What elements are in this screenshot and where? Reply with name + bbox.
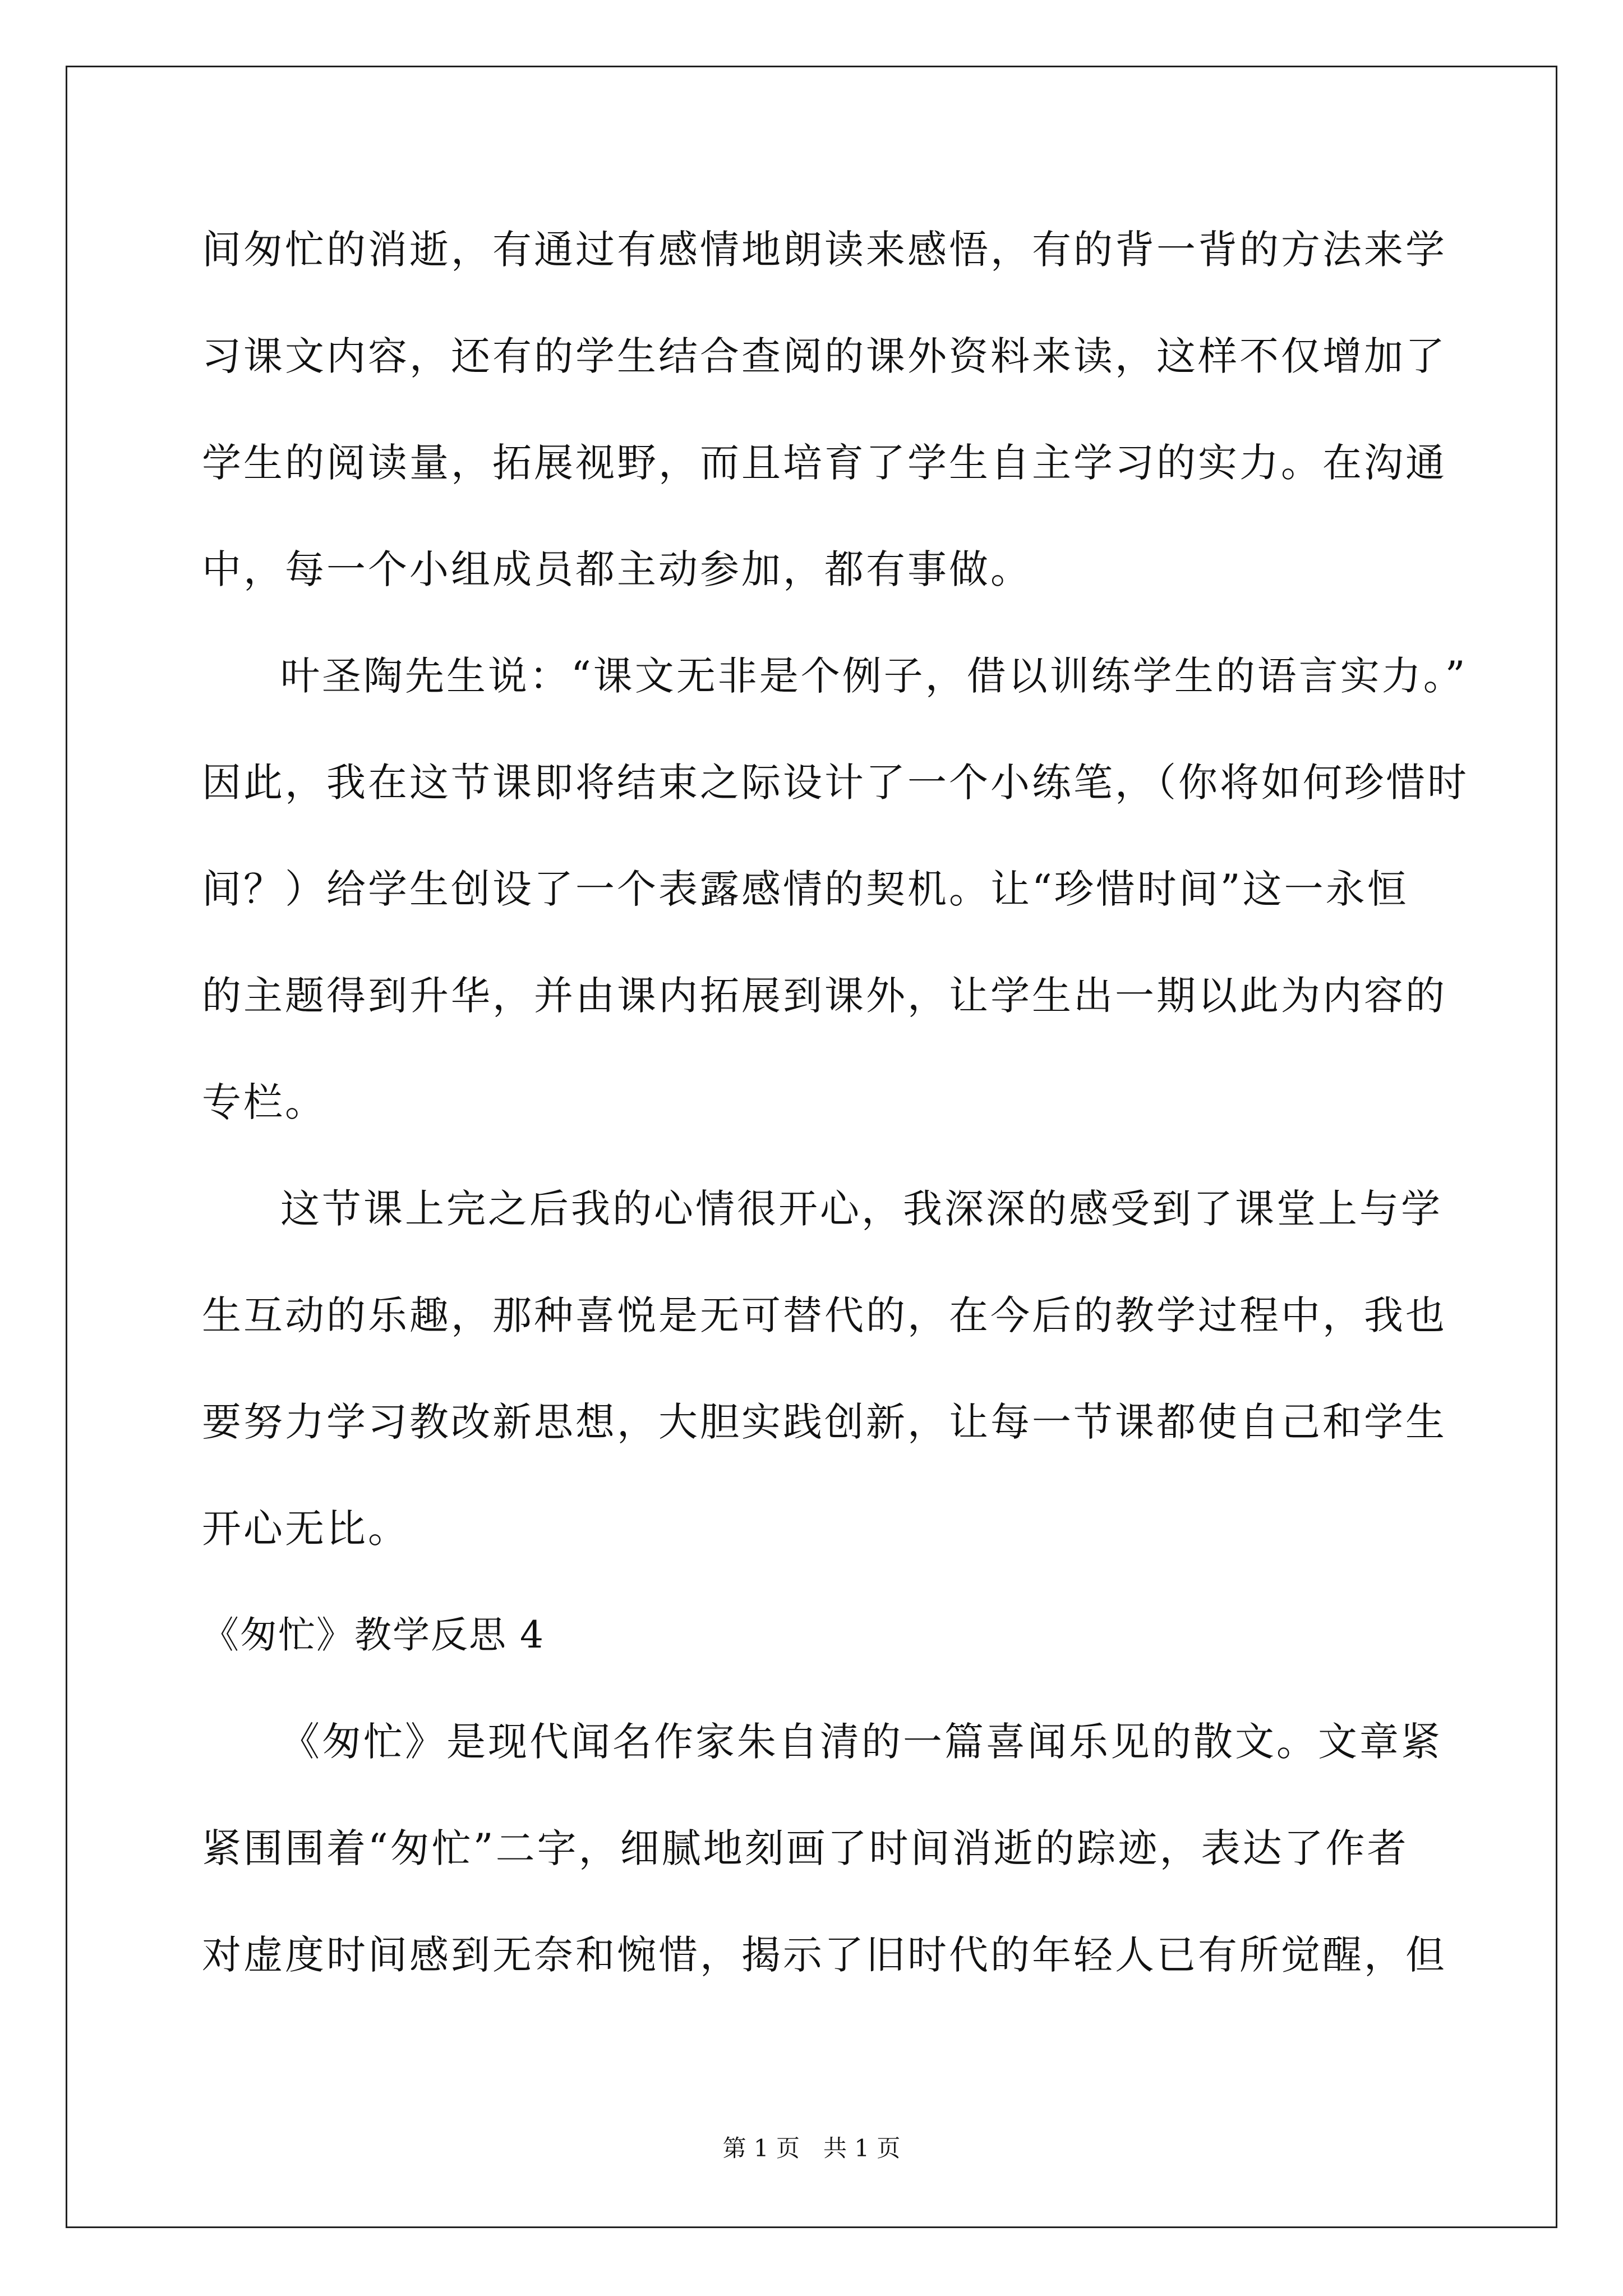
- text-line: 叶圣陶先生说：“课文无非是个例子，借以训练学生的语言实力。”: [280, 653, 1468, 699]
- section-heading: 《匆忙》教学反思 4: [202, 1613, 545, 1657]
- text-line: 生互动的乐趣，那种喜悦是无可替代的，在今后的教学过程中，我也: [202, 1292, 1447, 1338]
- text-line: 要努力学习教改新思想，大胆实践创新，让每一节课都使自己和学生: [202, 1399, 1447, 1445]
- text-line: 专栏。: [202, 1079, 326, 1125]
- page-footer: 第 1 页 共 1 页: [722, 2134, 901, 2162]
- text-line: 习课文内容，还有的学生结合查阅的课外资料来读，这样不仅增加了: [202, 333, 1447, 379]
- page-border: [66, 66, 1557, 2228]
- text-line: 因此，我在这节课即将结束之际设计了一个小练笔，（你将如何珍惜时: [202, 760, 1469, 806]
- text-line: 对虚度时间感到无奈和惋惜，揭示了旧时代的年轻人已有所觉醒，但: [202, 1932, 1447, 1978]
- text-line: 间？）给学生创设了一个表露感情的契机。让“珍惜时间”这一永恒: [202, 866, 1409, 912]
- text-line: 这节课上完之后我的心情很开心，我深深的感受到了课堂上与学: [280, 1186, 1442, 1232]
- text-line: 紧围围着“匆忙”二字，细腻地刻画了时间消逝的踪迹，表达了作者: [202, 1825, 1409, 1871]
- text-line: 的主题得到升华，并由课内拓展到课外，让学生出一期以此为内容的: [202, 973, 1447, 1019]
- text-line: 开心无比。: [202, 1506, 409, 1552]
- text-line: 《匆忙》是现代闻名作家朱自清的一篇喜闻乐见的散文。文章紧: [280, 1719, 1442, 1765]
- text-line: 学生的阅读量，拓展视野，而且培育了学生自主学习的实力。在沟通: [202, 440, 1447, 486]
- text-line: 中，每一个小组成员都主动参加，都有事做。: [202, 546, 1032, 592]
- text-line: 间匆忙的消逝，有通过有感情地朗读来感悟，有的背一背的方法来学: [202, 227, 1447, 273]
